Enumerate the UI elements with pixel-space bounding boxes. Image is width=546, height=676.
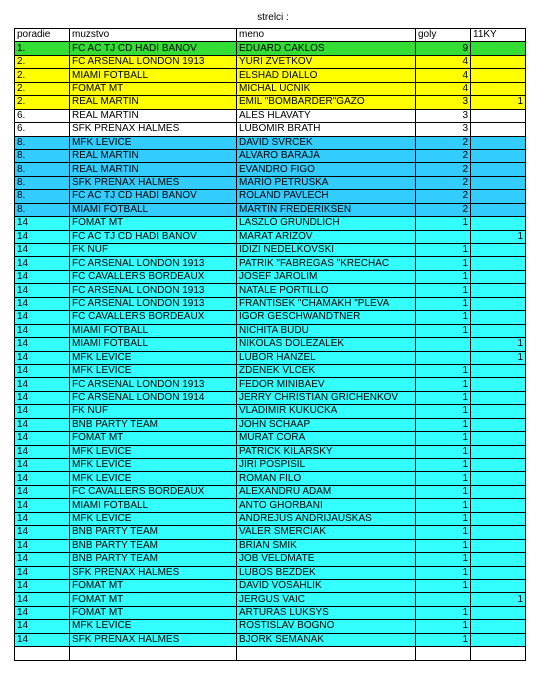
player-name-cell: NICHITA BUDU (237, 324, 416, 337)
player-name-cell: BRIAN SMIK (237, 539, 416, 552)
penalties-cell (471, 620, 526, 633)
empty-cell (15, 647, 70, 660)
empty-cell (70, 647, 237, 660)
table-row (15, 418, 526, 431)
rank-cell: 14 (15, 391, 70, 404)
table-row (15, 364, 526, 377)
penalties-cell (471, 472, 526, 485)
goals-cell (416, 338, 471, 351)
penalties-cell (471, 579, 526, 592)
goals-cell: 1 (416, 553, 471, 566)
goals-cell: 1 (416, 539, 471, 552)
rank-cell: 14 (15, 512, 70, 525)
goals-cell: 1 (416, 620, 471, 633)
goals-cell: 1 (416, 485, 471, 498)
player-name-cell: EMIL "BOMBARDER"GAZO (237, 96, 416, 109)
team-cell: FC ARSENAL LONDON 1913 (70, 55, 237, 68)
table-row (15, 284, 526, 297)
player-name-cell: BJORK SEMANAK (237, 633, 416, 646)
player-name-cell: NATALE PORTILLO (237, 284, 416, 297)
table-row (15, 405, 526, 418)
table-body (15, 42, 526, 660)
player-name-cell: JIRI POSPISIL (237, 459, 416, 472)
team-cell: FOMAT MT (70, 606, 237, 619)
team-cell: SFK PRENAX HALMES (70, 176, 237, 189)
penalties-cell (471, 136, 526, 149)
rank-cell: 14 (15, 485, 70, 498)
goals-cell: 2 (416, 176, 471, 189)
penalties-cell (471, 512, 526, 525)
table-row (15, 55, 526, 68)
goals-cell: 2 (416, 203, 471, 216)
rank-cell: 8. (15, 203, 70, 216)
penalties-cell (471, 526, 526, 539)
penalties-cell (471, 42, 526, 55)
penalties-cell (471, 432, 526, 445)
penalties-cell (471, 459, 526, 472)
goals-cell: 9 (416, 42, 471, 55)
penalties-cell: 1 (471, 96, 526, 109)
table-row (15, 109, 526, 122)
table-row (15, 526, 526, 539)
goals-cell: 2 (416, 163, 471, 176)
player-name-cell: JERRY CHRISTIAN GRICHENKOV (237, 391, 416, 404)
rank-cell: 14 (15, 593, 70, 606)
header-name: meno (237, 29, 416, 42)
table-row (15, 553, 526, 566)
team-cell: BNB PARTY TEAM (70, 526, 237, 539)
scorers-table (14, 28, 526, 661)
goals-cell: 1 (416, 270, 471, 283)
player-name-cell: EDUARD CAKLOS (237, 42, 416, 55)
goals-cell: 1 (416, 579, 471, 592)
player-name-cell: MURAT CORA (237, 432, 416, 445)
rank-cell: 14 (15, 539, 70, 552)
penalties-cell: 1 (471, 593, 526, 606)
header-team: muzstvo (70, 29, 237, 42)
penalties-cell (471, 176, 526, 189)
goals-cell (416, 351, 471, 364)
goals-cell: 1 (416, 633, 471, 646)
header-row (15, 29, 526, 42)
goals-cell (416, 230, 471, 243)
rank-cell: 8. (15, 176, 70, 189)
table-row (15, 566, 526, 579)
team-cell: FOMAT MT (70, 82, 237, 95)
team-cell: FC ARSENAL LONDON 1914 (70, 391, 237, 404)
rank-cell: 14 (15, 311, 70, 324)
team-cell: BNB PARTY TEAM (70, 418, 237, 431)
player-name-cell: VALER SMERCIAK (237, 526, 416, 539)
rank-cell: 14 (15, 257, 70, 270)
penalties-cell (471, 311, 526, 324)
player-name-cell: LUBOR HANZEL (237, 351, 416, 364)
goals-cell (416, 593, 471, 606)
header-rank: poradie (15, 29, 70, 42)
team-cell: FOMAT MT (70, 217, 237, 230)
goals-cell: 4 (416, 82, 471, 95)
rank-cell: 14 (15, 566, 70, 579)
table-row (15, 257, 526, 270)
rank-cell: 14 (15, 378, 70, 391)
player-name-cell: ROSTISLAV BOGNO (237, 620, 416, 633)
player-name-cell: JOHN SCHAAP (237, 418, 416, 431)
team-cell: FC CAVALLERS BORDEAUX (70, 485, 237, 498)
table-row (15, 311, 526, 324)
goals-cell: 1 (416, 606, 471, 619)
table-title: strelci : (257, 12, 289, 23)
player-name-cell: PATRICK KILARSKY (237, 445, 416, 458)
table-row (15, 270, 526, 283)
table-row (15, 42, 526, 55)
goals-cell: 3 (416, 123, 471, 136)
rank-cell: 8. (15, 149, 70, 162)
player-name-cell: LASZLO GRUNDLICH (237, 217, 416, 230)
goals-cell: 1 (416, 311, 471, 324)
rank-cell: 14 (15, 499, 70, 512)
penalties-cell (471, 149, 526, 162)
table-row (15, 297, 526, 310)
goals-cell: 1 (416, 459, 471, 472)
player-name-cell: ROMAN FILO (237, 472, 416, 485)
player-name-cell: EVANDRO FIGO (237, 163, 416, 176)
goals-cell: 1 (416, 526, 471, 539)
penalties-cell (471, 378, 526, 391)
table-row (15, 176, 526, 189)
table-row (15, 485, 526, 498)
team-cell: MFK LEVICE (70, 351, 237, 364)
table-row (15, 190, 526, 203)
rank-cell: 14 (15, 459, 70, 472)
player-name-cell: JERGUS VAIC (237, 593, 416, 606)
team-cell: MIAMI FOTBALL (70, 324, 237, 337)
team-cell: REAL MARTIN (70, 149, 237, 162)
table-row (15, 593, 526, 606)
penalties-cell (471, 485, 526, 498)
team-cell: FC AC TJ CD HADI BANOV (70, 190, 237, 203)
penalties-cell (471, 606, 526, 619)
table-row (15, 244, 526, 257)
rank-cell: 14 (15, 364, 70, 377)
team-cell: FC ARSENAL LONDON 1913 (70, 378, 237, 391)
rank-cell: 14 (15, 526, 70, 539)
rank-cell: 8. (15, 163, 70, 176)
table-row (15, 459, 526, 472)
team-cell: FC AC TJ CD HADI BANOV (70, 42, 237, 55)
team-cell: MFK LEVICE (70, 620, 237, 633)
penalties-cell: 1 (471, 230, 526, 243)
penalties-cell (471, 499, 526, 512)
team-cell: FOMAT MT (70, 579, 237, 592)
team-cell: FOMAT MT (70, 593, 237, 606)
goals-cell: 1 (416, 499, 471, 512)
player-name-cell: MARTIN FREDERIKSEN (237, 203, 416, 216)
goals-cell: 1 (416, 217, 471, 230)
table-row (15, 633, 526, 646)
table-row (15, 136, 526, 149)
rank-cell: 14 (15, 405, 70, 418)
team-cell: FOMAT MT (70, 432, 237, 445)
penalties-cell (471, 297, 526, 310)
penalties-cell (471, 270, 526, 283)
player-name-cell: ALEXANDRU ADAM (237, 485, 416, 498)
player-name-cell: FRANTISEK "CHAMAKH "PLEVA (237, 297, 416, 310)
table-row (15, 123, 526, 136)
rank-cell: 14 (15, 432, 70, 445)
empty-cell (416, 647, 471, 660)
player-name-cell: IGOR GESCHWANDTNER (237, 311, 416, 324)
team-cell: REAL MARTIN (70, 109, 237, 122)
player-name-cell: FEDOR MINIBAEV (237, 378, 416, 391)
table-row (15, 445, 526, 458)
rank-cell: 14 (15, 418, 70, 431)
goals-cell: 4 (416, 55, 471, 68)
table-row (15, 539, 526, 552)
penalties-cell (471, 445, 526, 458)
penalties-cell (471, 190, 526, 203)
player-name-cell: ROLAND PAVLECH (237, 190, 416, 203)
goals-cell: 1 (416, 284, 471, 297)
penalties-cell (471, 553, 526, 566)
goals-cell: 1 (416, 297, 471, 310)
rank-cell: 14 (15, 472, 70, 485)
goals-cell: 1 (416, 391, 471, 404)
goals-cell: 1 (416, 257, 471, 270)
rank-cell: 14 (15, 230, 70, 243)
team-cell: MFK LEVICE (70, 472, 237, 485)
team-cell: FC CAVALLERS BORDEAUX (70, 311, 237, 324)
rank-cell: 14 (15, 633, 70, 646)
team-cell: REAL MARTIN (70, 163, 237, 176)
goals-cell: 1 (416, 566, 471, 579)
player-name-cell: ARTURAS LUKSYS (237, 606, 416, 619)
team-cell: SFK PRENAX HALMES (70, 566, 237, 579)
table-row (15, 579, 526, 592)
player-name-cell: MICHAL UCNIK (237, 82, 416, 95)
penalties-cell (471, 284, 526, 297)
table-row (15, 620, 526, 633)
rank-cell: 14 (15, 620, 70, 633)
header-goals: goly (416, 29, 471, 42)
table-row (15, 203, 526, 216)
player-name-cell: LUBOMIR BRATH (237, 123, 416, 136)
player-name-cell: ANTO GHORBANI (237, 499, 416, 512)
rank-cell: 8. (15, 136, 70, 149)
penalties-cell: 1 (471, 351, 526, 364)
table-row (15, 217, 526, 230)
player-name-cell: JOB VELDMATE (237, 553, 416, 566)
penalties-cell (471, 109, 526, 122)
penalties-cell (471, 405, 526, 418)
empty-cell (471, 647, 526, 660)
team-cell: BNB PARTY TEAM (70, 539, 237, 552)
goals-cell: 3 (416, 96, 471, 109)
goals-cell: 1 (416, 364, 471, 377)
goals-cell: 1 (416, 445, 471, 458)
player-name-cell: DAVID VOSAHLIK (237, 579, 416, 592)
goals-cell: 1 (416, 472, 471, 485)
rank-cell: 14 (15, 553, 70, 566)
penalties-cell (471, 69, 526, 82)
table-row (15, 378, 526, 391)
table-row (15, 499, 526, 512)
player-name-cell: IDIZI NEDELKOVSKI (237, 244, 416, 257)
player-name-cell: ELSHAD DIALLO (237, 69, 416, 82)
penalties-cell (471, 217, 526, 230)
penalties-cell (471, 633, 526, 646)
penalties-cell (471, 364, 526, 377)
goals-cell: 2 (416, 136, 471, 149)
penalties-cell (471, 418, 526, 431)
table-row (15, 351, 526, 364)
team-cell: MFK LEVICE (70, 512, 237, 525)
penalties-cell (471, 163, 526, 176)
rank-cell: 14 (15, 270, 70, 283)
rank-cell: 1. (15, 42, 70, 55)
goals-cell: 1 (416, 418, 471, 431)
team-cell: FK NUF (70, 244, 237, 257)
table-row (15, 512, 526, 525)
team-cell: REAL MARTIN (70, 96, 237, 109)
rank-cell: 14 (15, 244, 70, 257)
team-cell: MFK LEVICE (70, 445, 237, 458)
team-cell: MIAMI FOTBALL (70, 203, 237, 216)
table-row (15, 96, 526, 109)
goals-cell: 3 (416, 109, 471, 122)
player-name-cell: ZDENEK VLCEK (237, 364, 416, 377)
player-name-cell: ANDREJUS ANDRIJAUSKAS (237, 512, 416, 525)
penalties-cell (471, 123, 526, 136)
goals-cell: 1 (416, 324, 471, 337)
table-row (15, 149, 526, 162)
player-name-cell: MARIO PETRUSKA (237, 176, 416, 189)
player-name-cell: VLADIMIR KUKUCKA (237, 405, 416, 418)
table-row (15, 338, 526, 351)
rank-cell: 2. (15, 55, 70, 68)
rank-cell: 14 (15, 351, 70, 364)
table-row (15, 472, 526, 485)
rank-cell: 14 (15, 324, 70, 337)
rank-cell: 2. (15, 96, 70, 109)
rank-cell: 14 (15, 579, 70, 592)
team-cell: FC CAVALLERS BORDEAUX (70, 270, 237, 283)
goals-cell: 1 (416, 432, 471, 445)
table-row (15, 82, 526, 95)
rank-cell: 14 (15, 338, 70, 351)
team-cell: MFK LEVICE (70, 136, 237, 149)
rank-cell: 2. (15, 82, 70, 95)
table-row (15, 324, 526, 337)
team-cell: SFK PRENAX HALMES (70, 123, 237, 136)
penalties-cell (471, 566, 526, 579)
goals-cell: 1 (416, 244, 471, 257)
player-name-cell: PATRIK "FABREGAS "KRECHAC (237, 257, 416, 270)
table-row (15, 69, 526, 82)
player-name-cell: MARAT ARIZOV (237, 230, 416, 243)
penalties-cell (471, 257, 526, 270)
player-name-cell: DAVID SVRCEK (237, 136, 416, 149)
table-row (15, 163, 526, 176)
player-name-cell: LUBOS BEZDEK (237, 566, 416, 579)
table-row (15, 391, 526, 404)
player-name-cell: NIKOLAS DOLEZALEK (237, 338, 416, 351)
team-cell: FC ARSENAL LONDON 1913 (70, 297, 237, 310)
rank-cell: 14 (15, 606, 70, 619)
player-name-cell: ALVARO BARAJA (237, 149, 416, 162)
team-cell: FC ARSENAL LONDON 1913 (70, 257, 237, 270)
goals-cell: 1 (416, 405, 471, 418)
empty-cell (237, 647, 416, 660)
team-cell: MIAMI FOTBALL (70, 69, 237, 82)
penalties-cell (471, 244, 526, 257)
team-cell: SFK PRENAX HALMES (70, 633, 237, 646)
rank-cell: 14 (15, 297, 70, 310)
penalties-cell (471, 55, 526, 68)
table-row (15, 230, 526, 243)
header-penalties: 11KY (471, 29, 526, 42)
rank-cell: 6. (15, 109, 70, 122)
goals-cell: 2 (416, 190, 471, 203)
team-cell: MFK LEVICE (70, 364, 237, 377)
team-cell: BNB PARTY TEAM (70, 553, 237, 566)
empty-row (15, 647, 526, 660)
penalties-cell (471, 324, 526, 337)
penalties-cell (471, 203, 526, 216)
goals-cell: 4 (416, 69, 471, 82)
player-name-cell: YURI ZVETKOV (237, 55, 416, 68)
team-cell: MIAMI FOTBALL (70, 338, 237, 351)
rank-cell: 14 (15, 284, 70, 297)
team-cell: MIAMI FOTBALL (70, 499, 237, 512)
rank-cell: 14 (15, 445, 70, 458)
goals-cell: 2 (416, 149, 471, 162)
goals-cell: 1 (416, 512, 471, 525)
rank-cell: 14 (15, 217, 70, 230)
rank-cell: 2. (15, 69, 70, 82)
penalties-cell (471, 539, 526, 552)
rank-cell: 6. (15, 123, 70, 136)
table-row (15, 432, 526, 445)
penalties-cell (471, 391, 526, 404)
goals-cell: 1 (416, 378, 471, 391)
team-cell: FC ARSENAL LONDON 1913 (70, 284, 237, 297)
penalties-cell (471, 82, 526, 95)
table-row (15, 606, 526, 619)
player-name-cell: JOSEF JAROLIM (237, 270, 416, 283)
rank-cell: 8. (15, 190, 70, 203)
penalties-cell: 1 (471, 338, 526, 351)
player-name-cell: ALES HLAVATY (237, 109, 416, 122)
team-cell: FC AC TJ CD HADI BANOV (70, 230, 237, 243)
team-cell: FK NUF (70, 405, 237, 418)
team-cell: MFK LEVICE (70, 459, 237, 472)
